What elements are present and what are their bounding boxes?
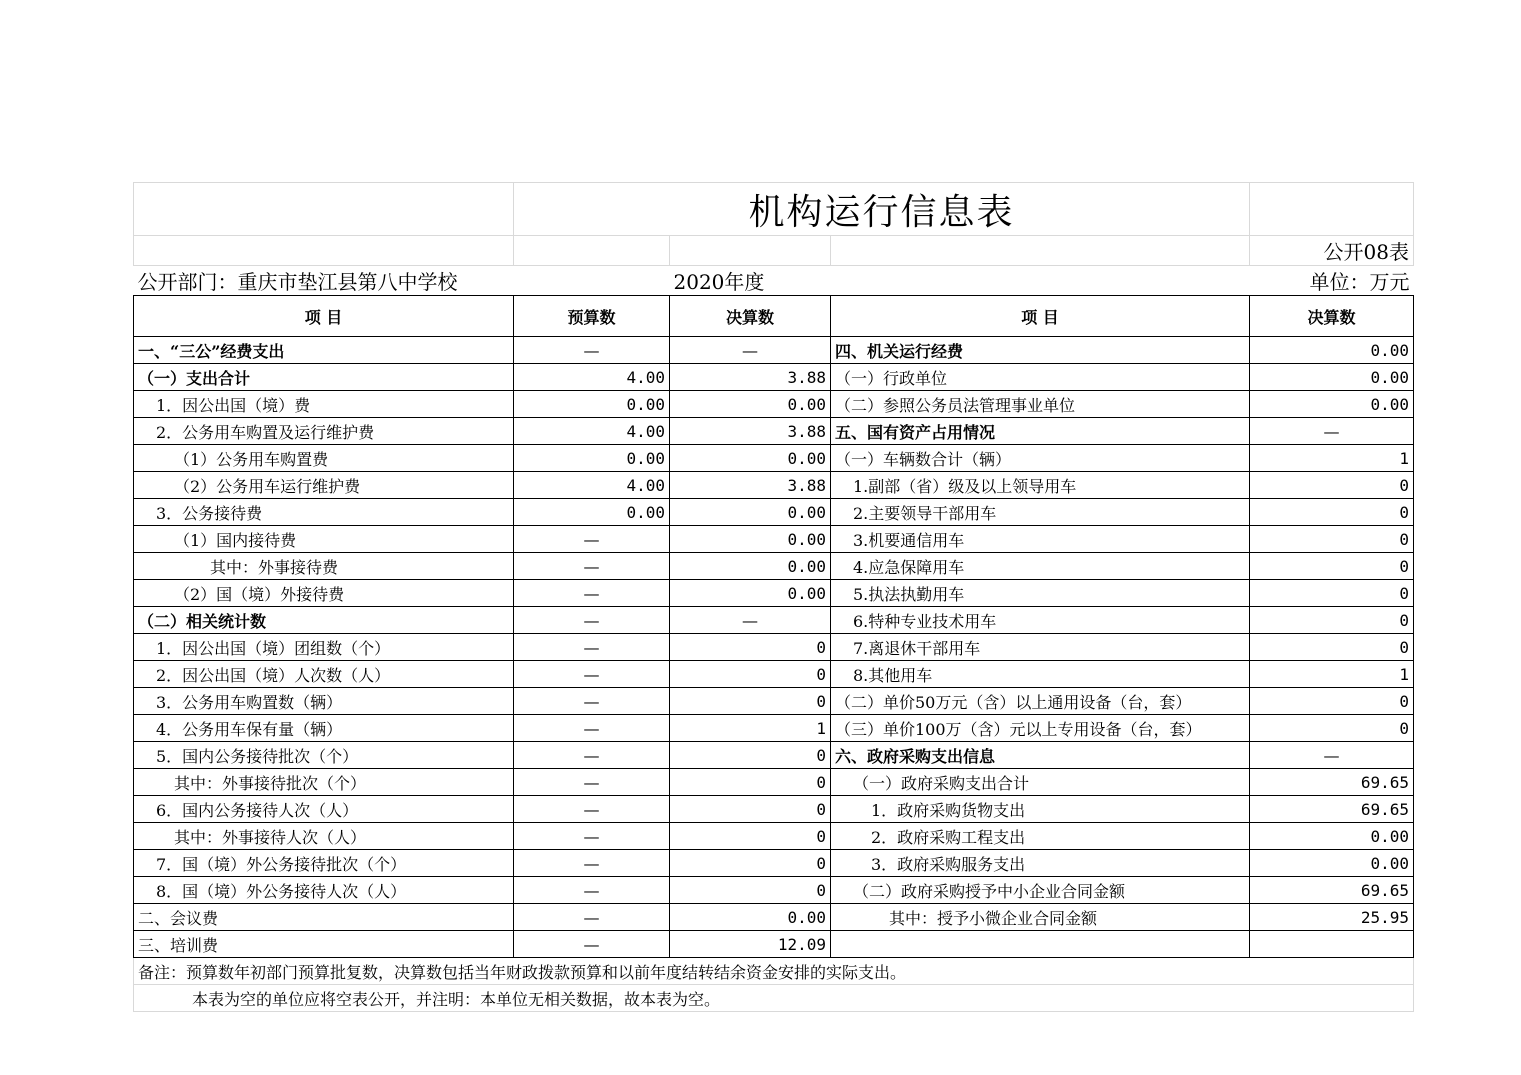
right-final-value xyxy=(1250,931,1414,958)
left-item-label: 2．公务用车购置及运行维护费 xyxy=(134,418,514,445)
final-value: 0 xyxy=(670,688,831,715)
right-item-label: 1．政府采购货物支出 xyxy=(831,796,1250,823)
right-final-value: 0 xyxy=(1250,607,1414,634)
final-value: 0.00 xyxy=(670,904,831,931)
table-row xyxy=(134,661,1414,688)
final-value: 0.00 xyxy=(670,499,831,526)
report-sheet xyxy=(133,182,1413,1012)
footnote: 本表为空的单位应将空表公开，并注明：本单位无相关数据，故本表为空。 xyxy=(134,985,1414,1012)
left-item-label: 4．公务用车保有量（辆） xyxy=(134,715,514,742)
budget-value: — xyxy=(514,688,670,715)
budget-value: — xyxy=(514,526,670,553)
budget-value: — xyxy=(514,796,670,823)
budget-value: — xyxy=(514,850,670,877)
unit-label: 单位：万元 xyxy=(1309,270,1410,294)
budget-value: 0.00 xyxy=(514,445,670,472)
final-value: 0 xyxy=(670,823,831,850)
table-row xyxy=(134,742,1414,769)
right-final-value: 0.00 xyxy=(1250,850,1414,877)
budget-value: — xyxy=(514,661,670,688)
budget-value: — xyxy=(514,580,670,607)
left-item-label: 1．因公出国（境）团组数（个） xyxy=(134,634,514,661)
col-header-final: 决算数 xyxy=(670,296,831,337)
footnote: 备注：预算数年初部门预算批复数，决算数包括当年财政拨款预算和以前年度结转结余资金安排的实际支出。 xyxy=(134,958,1414,985)
right-item-label: 五、国有资产占用情况 xyxy=(831,418,1250,445)
budget-value: — xyxy=(514,904,670,931)
final-value: 0.00 xyxy=(670,391,831,418)
table-row xyxy=(134,715,1414,742)
right-final-value: 0 xyxy=(1250,553,1414,580)
budget-value: — xyxy=(514,742,670,769)
table-row xyxy=(134,472,1414,499)
form-code: 公开08表 xyxy=(1250,236,1414,266)
table-row xyxy=(134,418,1414,445)
department-label: 公开部门：重庆市垫江县第八中学校 xyxy=(137,270,458,294)
right-final-value: 0 xyxy=(1250,688,1414,715)
col-header-final-right: 决算数 xyxy=(1250,296,1414,337)
budget-value: 0.00 xyxy=(514,391,670,418)
right-final-value: 1 xyxy=(1250,445,1414,472)
left-item-label: （2）国（境）外接待费 xyxy=(134,580,514,607)
right-item-label: 7.离退休干部用车 xyxy=(831,634,1250,661)
final-value: 0 xyxy=(670,877,831,904)
final-value: 3.88 xyxy=(670,364,831,391)
left-item-label: （一）支出合计 xyxy=(134,364,514,391)
right-item-label: （二）政府采购授予中小企业合同金额 xyxy=(831,877,1250,904)
page-title: 机构运行信息表 xyxy=(514,183,1250,236)
right-item-label: 其中：授予小微企业合同金额 xyxy=(831,904,1250,931)
col-header-budget: 预算数 xyxy=(514,296,670,337)
left-item-label: （2）公务用车运行维护费 xyxy=(134,472,514,499)
final-value: 0 xyxy=(670,742,831,769)
table-row xyxy=(134,634,1414,661)
table-row xyxy=(134,337,1414,364)
final-value: 0 xyxy=(670,796,831,823)
right-final-value: 0 xyxy=(1250,499,1414,526)
budget-value: 4.00 xyxy=(514,418,670,445)
left-item-label: 5．国内公务接待批次（个） xyxy=(134,742,514,769)
table-row xyxy=(134,499,1414,526)
right-final-value: 0 xyxy=(1250,715,1414,742)
final-value: 3.88 xyxy=(670,472,831,499)
final-value: 0.00 xyxy=(670,580,831,607)
right-final-value: 0.00 xyxy=(1250,823,1414,850)
budget-value: 4.00 xyxy=(514,364,670,391)
table-row xyxy=(134,904,1414,931)
final-value: 0.00 xyxy=(670,526,831,553)
left-item-label: 二、会议费 xyxy=(134,904,514,931)
final-value: 0 xyxy=(670,661,831,688)
table-row xyxy=(134,526,1414,553)
final-value: 0.00 xyxy=(670,553,831,580)
table-row xyxy=(134,877,1414,904)
left-item-label: （二）相关统计数 xyxy=(134,607,514,634)
year-label: 2020年度 xyxy=(673,270,765,294)
table-row xyxy=(134,823,1414,850)
left-item-label: 3．公务接待费 xyxy=(134,499,514,526)
right-final-value: 25.95 xyxy=(1250,904,1414,931)
right-item-label: 3．政府采购服务支出 xyxy=(831,850,1250,877)
right-final-value: — xyxy=(1250,418,1414,445)
budget-value: — xyxy=(514,769,670,796)
right-item-label: （二）参照公务员法管理事业单位 xyxy=(831,391,1250,418)
table-row xyxy=(134,688,1414,715)
budget-value: — xyxy=(514,634,670,661)
budget-value: — xyxy=(514,607,670,634)
left-item-label: 2．因公出国（境）人次数（人） xyxy=(134,661,514,688)
table-row xyxy=(134,391,1414,418)
right-final-value: 0 xyxy=(1250,634,1414,661)
final-value: 1 xyxy=(670,715,831,742)
budget-value: — xyxy=(514,823,670,850)
table-row xyxy=(134,553,1414,580)
right-item-label: 8.其他用车 xyxy=(831,661,1250,688)
right-final-value: 0 xyxy=(1250,472,1414,499)
right-final-value: 0 xyxy=(1250,580,1414,607)
table-row xyxy=(134,769,1414,796)
right-final-value: 0.00 xyxy=(1250,364,1414,391)
right-item-label: （一）行政单位 xyxy=(831,364,1250,391)
right-item-label: 5.执法执勤用车 xyxy=(831,580,1250,607)
right-item-label: 6.特种专业技术用车 xyxy=(831,607,1250,634)
right-item-label: 1.副部（省）级及以上领导用车 xyxy=(831,472,1250,499)
left-item-label: （1）公务用车购置费 xyxy=(134,445,514,472)
left-item-label: 7．国（境）外公务接待批次（个） xyxy=(134,850,514,877)
left-item-label: 三、培训费 xyxy=(134,931,514,958)
left-item-label: 其中：外事接待人次（人） xyxy=(134,823,514,850)
right-final-value: 1 xyxy=(1250,661,1414,688)
right-final-value: 69.65 xyxy=(1250,796,1414,823)
right-final-value: 69.65 xyxy=(1250,769,1414,796)
right-item-label: （一）政府采购支出合计 xyxy=(831,769,1250,796)
right-item-label: （一）车辆数合计（辆） xyxy=(831,445,1250,472)
final-value: 0 xyxy=(670,634,831,661)
table-row xyxy=(134,580,1414,607)
right-item-label: 2．政府采购工程支出 xyxy=(831,823,1250,850)
right-item-label: 2.主要领导干部用车 xyxy=(831,499,1250,526)
table-row xyxy=(134,445,1414,472)
table-row xyxy=(134,607,1414,634)
right-item-label: 四、机关运行经费 xyxy=(831,337,1250,364)
final-value: 0 xyxy=(670,850,831,877)
final-value: — xyxy=(670,337,831,364)
left-item-label: 其中：外事接待费 xyxy=(134,553,514,580)
budget-value: 4.00 xyxy=(514,472,670,499)
right-item-label: 六、政府采购支出信息 xyxy=(831,742,1250,769)
column-header-row xyxy=(134,296,1414,337)
final-value: 0 xyxy=(670,769,831,796)
table-row xyxy=(134,931,1414,958)
left-item-label: 其中：外事接待批次（个） xyxy=(134,769,514,796)
left-item-label: 1．因公出国（境）费 xyxy=(134,391,514,418)
right-item-label xyxy=(831,931,1250,958)
left-item-label: 一、“三公”经费支出 xyxy=(134,337,514,364)
final-value: 12.09 xyxy=(670,931,831,958)
right-item-label: （二）单价50万元（含）以上通用设备（台，套） xyxy=(831,688,1250,715)
budget-value: 0.00 xyxy=(514,499,670,526)
left-item-label: 3．公务用车购置数（辆） xyxy=(134,688,514,715)
left-item-label: 6．国内公务接待人次（人） xyxy=(134,796,514,823)
final-value: 0.00 xyxy=(670,445,831,472)
right-item-label: 4.应急保障用车 xyxy=(831,553,1250,580)
right-final-value: 0.00 xyxy=(1250,391,1414,418)
right-item-label: （三）单价100万（含）元以上专用设备（台，套） xyxy=(831,715,1250,742)
report-table xyxy=(133,182,1414,1012)
budget-value: — xyxy=(514,877,670,904)
right-item-label: 3.机要通信用车 xyxy=(831,526,1250,553)
left-item-label: （1）国内接待费 xyxy=(134,526,514,553)
budget-value: — xyxy=(514,715,670,742)
col-header-item-right: 项 目 xyxy=(831,296,1250,337)
budget-value: — xyxy=(514,553,670,580)
budget-value: — xyxy=(514,337,670,364)
table-row xyxy=(134,850,1414,877)
final-value: 3.88 xyxy=(670,418,831,445)
left-item-label: 8．国（境）外公务接待人次（人） xyxy=(134,877,514,904)
table-row xyxy=(134,796,1414,823)
col-header-item: 项 目 xyxy=(134,296,514,337)
right-final-value: 0.00 xyxy=(1250,337,1414,364)
right-final-value: 0 xyxy=(1250,526,1414,553)
right-final-value: 69.65 xyxy=(1250,877,1414,904)
table-row xyxy=(134,364,1414,391)
budget-value: — xyxy=(514,931,670,958)
final-value: — xyxy=(670,607,831,634)
right-final-value: — xyxy=(1250,742,1414,769)
